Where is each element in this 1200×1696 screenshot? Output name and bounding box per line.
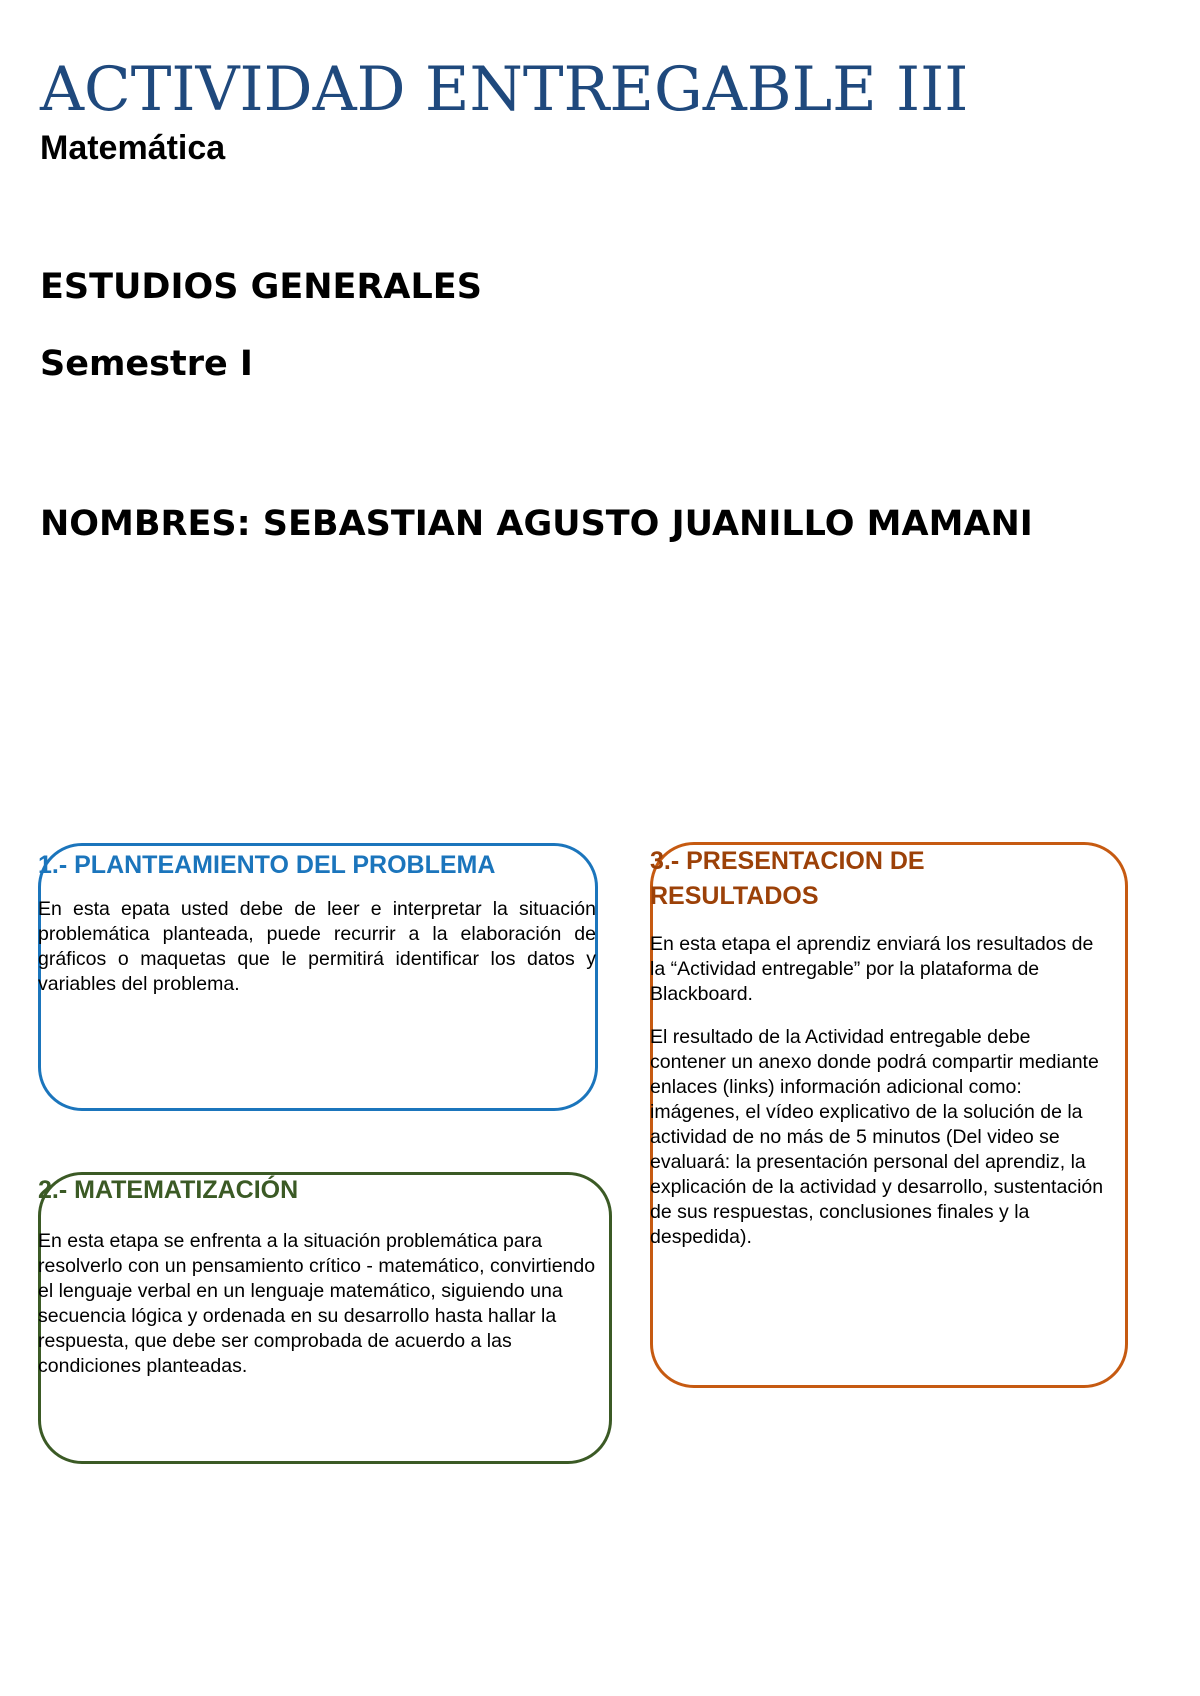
semester-heading: Semestre I [40, 344, 253, 384]
page-title: ACTIVIDAD ENTREGABLE III [40, 54, 969, 125]
presentacion-text-2: El resultado de la Actividad entregable debe contener un anexo donde podrá compartir mediante enlaces (links) información adicional como: imágenes, el vídeo explicativo de la solución de la actividad de no más de 5 minutos (Del video se evaluará: la presentación personal del aprendiz, la explicación de la actividad y desarrollo, sustentación de sus respuestas, conclusiones finales y la despedida). [650, 1026, 1104, 1248]
studies-heading: ESTUDIOS GENERALES [40, 267, 482, 307]
student-names-heading: NOMBRES: SEBASTIAN AGUSTO JUANILLO MAMANI [40, 504, 1033, 544]
planteamiento-title: 1.- PLANTEAMIENTO DEL PROBLEMA [38, 851, 496, 879]
presentacion-text-1: En esta etapa el aprendiz enviará los resultados de la “Actividad entregable” por la plataforma de Blackboard. [650, 933, 1094, 1005]
planteamiento-text: En esta epata usted debe de leer e interpretar la situación problemática planteada, puede recurrir a la elaboración de gráficos o maquetas que le permitirá identificar los datos y variables del problema. [38, 898, 596, 995]
subject-subtitle: Matemática [40, 129, 226, 167]
presentacion-title: 3.- PRESENTACION DE RESULTADOS [650, 847, 925, 910]
matematizacion-title: 2.- MATEMATIZACIÓN [38, 1176, 299, 1204]
matematizacion-text: En esta etapa se enfrenta a la situación problemática para resolverlo con un pensamiento crítico - matemático, convirtiendo el lenguaje verbal en un lenguaje matemático, siguiendo una secuencia lógica y ordenada en su desarrollo hasta hallar la respuesta, que debe ser comprobada de acuerdo a las condiciones planteadas. [38, 1230, 596, 1377]
